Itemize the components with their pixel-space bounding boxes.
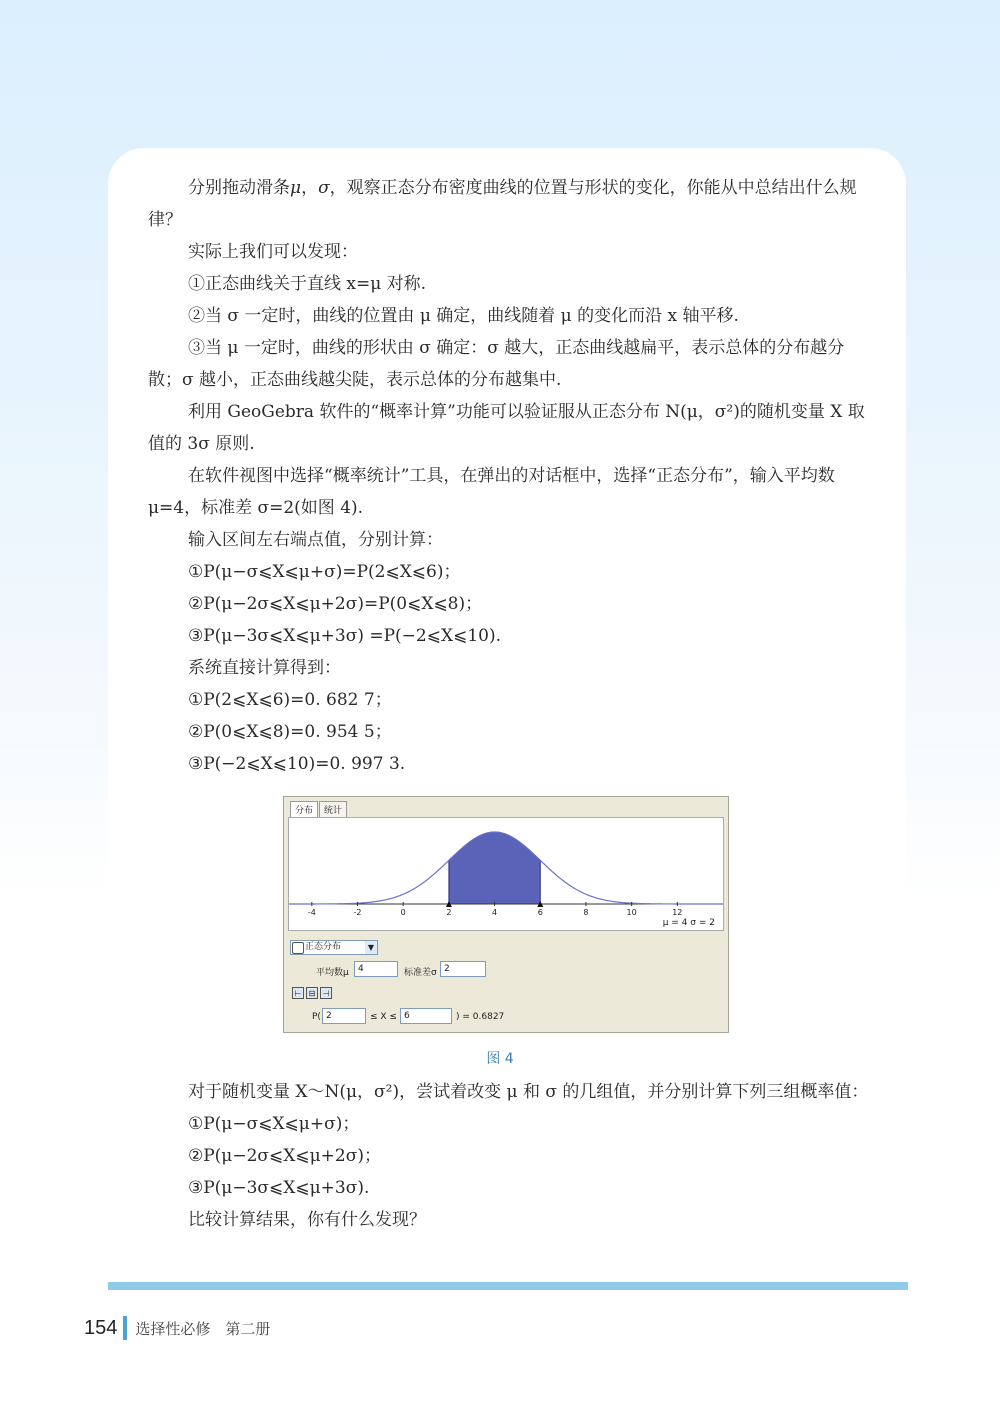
- distribution-plot: [288, 817, 724, 931]
- text-block-bottom: [148, 1076, 870, 1236]
- geogebra-paragraph: 利用 GeoGebra 软件的“概率计算”功能可以验证服从正态分布 N(μ，σ²)的随机变量 X 取值的 3σ 原则.: [148, 402, 865, 454]
- rule-3: ③当 μ 一定时，曲线的形状由 σ 确定：σ 越大，正态曲线越扁平，表示总体的分布越分散；σ 越小，正态曲线越尖陡，表示总体的分布越集中.: [148, 338, 845, 390]
- text-block-top: [148, 172, 870, 780]
- rule-2: ②当 σ 一定时，曲线的位置由 μ 确定，曲线随着 μ 的变化而沿 x 轴平移.: [188, 306, 739, 326]
- distribution-select[interactable]: [290, 940, 378, 955]
- sd-label: 标准差σ: [404, 968, 437, 978]
- calc-1: ①P(μ−σ⩽X⩽μ+σ)=P(2⩽X⩽6)；: [188, 562, 461, 582]
- p-label: P(: [312, 1012, 321, 1022]
- x-tick-label: 12: [672, 908, 683, 917]
- page-footer: [84, 1316, 270, 1340]
- book-title: 选择性必修 第二册: [135, 1319, 271, 1338]
- geogebra-window: [283, 796, 729, 1033]
- calc-2: ②P(μ−2σ⩽X⩽μ+2σ)=P(0⩽X⩽8)；: [188, 594, 483, 614]
- find-paragraph: 实际上我们可以发现：: [188, 242, 358, 262]
- left-interval-icon[interactable]: ⊢: [292, 987, 304, 999]
- rule-1: ①正态曲线关于直线 x=μ 对称.: [188, 274, 427, 294]
- right-interval-icon[interactable]: ⊣: [320, 987, 332, 999]
- footer-bar: [123, 1316, 127, 1340]
- x-tick-label: -2: [353, 908, 362, 917]
- tab-distribution[interactable]: 分布: [290, 801, 318, 817]
- result-2: ②P(0⩽X⩽8)=0. 954 5；: [188, 722, 392, 742]
- x-tick-label: 2: [446, 908, 452, 917]
- page-number: 154: [84, 1316, 118, 1339]
- sd-input[interactable]: 2: [440, 961, 486, 977]
- distribution-icon: [292, 942, 304, 954]
- x-tick-label: 0: [400, 908, 406, 917]
- normal-curve-chart: [289, 818, 723, 930]
- x-tick-label: -4: [307, 908, 316, 917]
- result-3: ③P(−2⩽X⩽10)=0. 997 3.: [188, 754, 406, 774]
- exercise-item-3: ③P(μ−3σ⩽X⩽μ+3σ).: [188, 1178, 370, 1198]
- x-tick-label: 4: [492, 908, 498, 917]
- bottom-rule: [108, 1282, 908, 1290]
- mu-symbol: μ: [290, 178, 302, 198]
- figure-caption: 图 4: [486, 1051, 514, 1067]
- x-tick-label: 6: [537, 908, 543, 917]
- shaded-probability-area: [449, 832, 540, 904]
- exercise-paragraph: 对于随机变量 X～N(μ，σ²)，尝试着改变 μ 和 σ 的几组值，并分别计算下列三组概率值：: [188, 1082, 869, 1102]
- p-mid-label: ≤ X ≤: [370, 1012, 397, 1022]
- intro-text: 分别拖动滑条: [188, 178, 290, 198]
- p-result: ) = 0.6827: [456, 1012, 505, 1022]
- params-label: μ = 4 σ = 2: [662, 918, 715, 928]
- exercise-item-1: ①P(μ−σ⩽X⩽μ+σ)；: [188, 1114, 360, 1134]
- p-low-input[interactable]: 2: [322, 1008, 366, 1024]
- x-tick-label: 8: [583, 908, 589, 917]
- calc-3: ③P(μ−3σ⩽X⩽μ+3σ) =P(−2⩽X⩽10).: [188, 626, 501, 646]
- tab-statistics[interactable]: 统计: [319, 801, 347, 817]
- intro-rest: ，观察正态分布密度曲线的位置与形状的变化，你能从中总结出什么规律？: [148, 178, 857, 230]
- intro-sep: ，: [301, 178, 319, 198]
- direct-paragraph: 系统直接计算得到：: [188, 658, 341, 678]
- two-sided-interval-icon[interactable]: ⊟: [306, 987, 318, 999]
- mean-label: 平均数μ: [316, 968, 349, 978]
- p-high-input[interactable]: 6: [400, 1008, 452, 1024]
- sigma-symbol: σ: [318, 178, 330, 198]
- tab-bar: [290, 801, 348, 817]
- mean-input[interactable]: 4: [354, 961, 398, 977]
- result-1: ①P(2⩽X⩽6)=0. 682 7；: [188, 690, 392, 710]
- chevron-down-icon[interactable]: ▼: [365, 941, 377, 954]
- input-intro: 输入区间左右端点值，分别计算：: [188, 530, 443, 550]
- x-tick-label: 10: [626, 908, 637, 917]
- intro-paragraph: [148, 172, 870, 236]
- compare-paragraph: 比较计算结果，你有什么发现？: [188, 1210, 426, 1230]
- select-paragraph: 在软件视图中选择“概率统计”工具，在弹出的对话框中，选择“正态分布”，输入平均数 μ=4，标准差 σ=2(如图 4).: [148, 466, 835, 518]
- exercise-item-2: ②P(μ−2σ⩽X⩽μ+2σ)；: [188, 1146, 381, 1166]
- distribution-select-value: 正态分布: [305, 942, 342, 952]
